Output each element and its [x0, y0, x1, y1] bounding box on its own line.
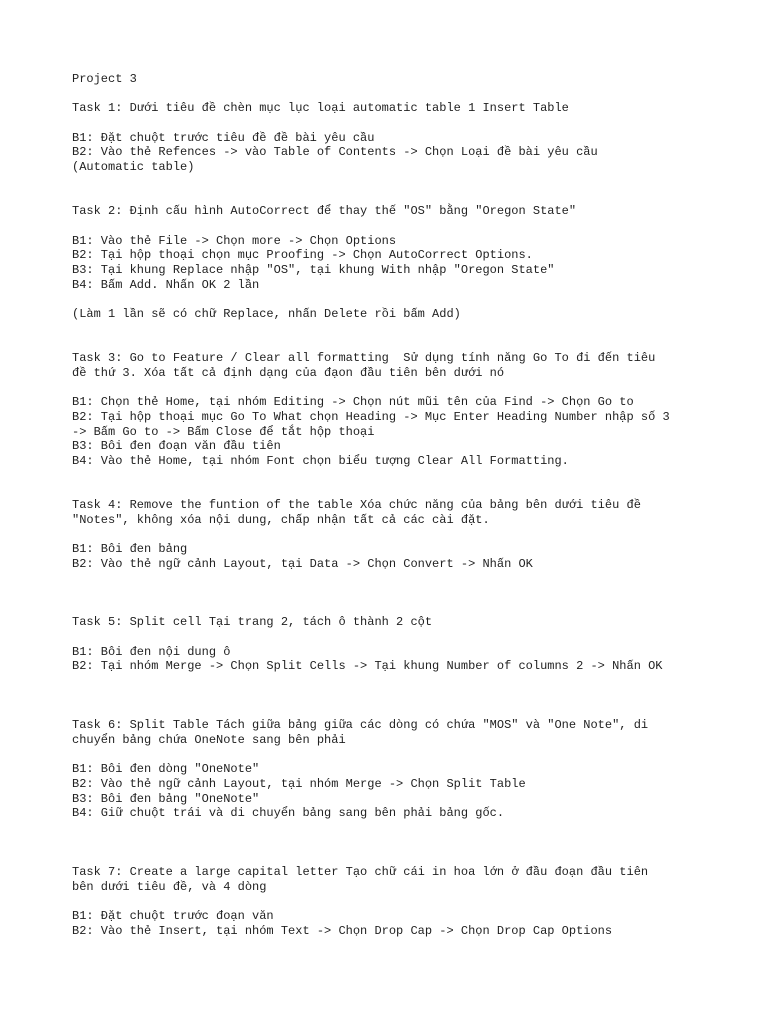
task-4-heading: "Notes", không xóa nội dung, chấp nhận tất cả các cài đặt.: [72, 512, 490, 527]
task-6-step: B3: Bôi đen bảng "OneNote": [72, 791, 260, 806]
task-3: [72, 351, 752, 469]
task-2: [72, 204, 752, 322]
task-1-step: B1: Đặt chuột trước tiêu đề đề bài yêu cầu: [72, 130, 375, 145]
task-7-step: B1: Đặt chuột trước đoạn văn: [72, 909, 274, 924]
task-4: [72, 498, 752, 571]
task-2-step: B3: Tại khung Replace nhập "OS", tại khung With nhập "Oregon State": [72, 262, 555, 277]
task-6-heading: Task 6: Split Table Tách giữa bảng giữa các dòng có chứa "MOS" và "One Note", di: [72, 718, 649, 733]
task-7-step: B2: Vào thẻ Insert, tại nhóm Text -> Chọn Drop Cap -> Chọn Drop Cap Options: [72, 923, 613, 938]
task-5-heading: Task 5: Split cell Tại trang 2, tách ô thành 2 cột: [72, 615, 433, 630]
task-3-step: -> Bấm Go to -> Bấm Close để tắt hộp thoại: [72, 424, 375, 439]
task-5: [72, 615, 752, 674]
task-6-step: B4: Giữ chuột trái và di chuyển bảng sang bên phải bảng gốc.: [72, 806, 505, 821]
task-3-step: B1: Chọn thẻ Home, tại nhóm Editing -> Chọn nút mũi tên của Find -> Chọn Go to: [72, 395, 634, 410]
task-3-heading: đề thứ 3. Xóa tất cả định dạng của đạon đầu tiên bên dưới nó: [72, 365, 505, 380]
task-5-step: B2: Tại nhóm Merge -> Chọn Split Cells -> Tại khung Number of columns 2 -> Nhấn OK: [72, 659, 663, 674]
task-2-step: B2: Tại hộp thoại chọn mục Proofing -> Chọn AutoCorrect Options.: [72, 248, 533, 263]
task-4-step: B1: Bôi đen bảng: [72, 542, 188, 557]
task-7: [72, 865, 752, 938]
task-1-step: (Automatic table): [72, 160, 195, 175]
task-3-heading: Task 3: Go to Feature / Clear all formatting Sử dụng tính năng Go To đi đến tiêu: [72, 351, 656, 366]
document-title: Project 3: [72, 72, 137, 86]
task-2-note: (Làm 1 lần sẽ có chữ Replace, nhấn Delete rồi bấm Add): [72, 307, 461, 322]
task-4-step: B2: Vào thẻ ngữ cảnh Layout, tại Data -> Chọn Convert -> Nhấn OK: [72, 556, 533, 571]
task-2-step: B1: Vào thẻ File -> Chọn more -> Chọn Options: [72, 233, 397, 248]
task-5-step: B1: Bôi đen nội dung ô: [72, 644, 231, 659]
task-7-heading: Task 7: Create a large capital letter Tạo chữ cái in hoa lớn ở đầu đoạn đầu tiên: [72, 864, 649, 879]
task-3-step: B4: Vào thẻ Home, tại nhóm Font chọn biểu tượng Clear All Formatting.: [72, 453, 569, 468]
task-1-heading: Task 1: Dưới tiêu đề chèn mục lục loại automatic table 1 Insert Table: [72, 101, 569, 116]
task-7-heading: bên dưới tiêu đề, và 4 dòng: [72, 879, 267, 894]
task-3-step: B2: Tại hộp thoại mục Go To What chọn Heading -> Mục Enter Heading Number nhập số 3: [72, 409, 670, 424]
task-6-step: B2: Vào thẻ ngữ cảnh Layout, tại nhóm Merge -> Chọn Split Table: [72, 776, 526, 791]
task-6: [72, 718, 752, 821]
task-3-step: B3: Bôi đen đoạn văn đầu tiên: [72, 439, 281, 454]
document-page: [72, 72, 752, 938]
task-1-step: B2: Vào thẻ Refences -> vào Table of Contents -> Chọn Loại đề bài yêu cầu: [72, 145, 598, 160]
task-2-step: B4: Bấm Add. Nhấn OK 2 lần: [72, 277, 260, 292]
task-1: [72, 101, 752, 174]
task-4-heading: Task 4: Remove the funtion of the table Xóa chức năng của bảng bên dưới tiêu đề: [72, 497, 641, 512]
task-2-heading: Task 2: Định cấu hình AutoCorrect để thay thế "OS" bằng "Oregon State": [72, 204, 577, 219]
task-6-heading: chuyển bảng chứa OneNote sang bên phải: [72, 732, 346, 747]
task-6-step: B1: Bôi đen dòng "OneNote": [72, 762, 260, 777]
